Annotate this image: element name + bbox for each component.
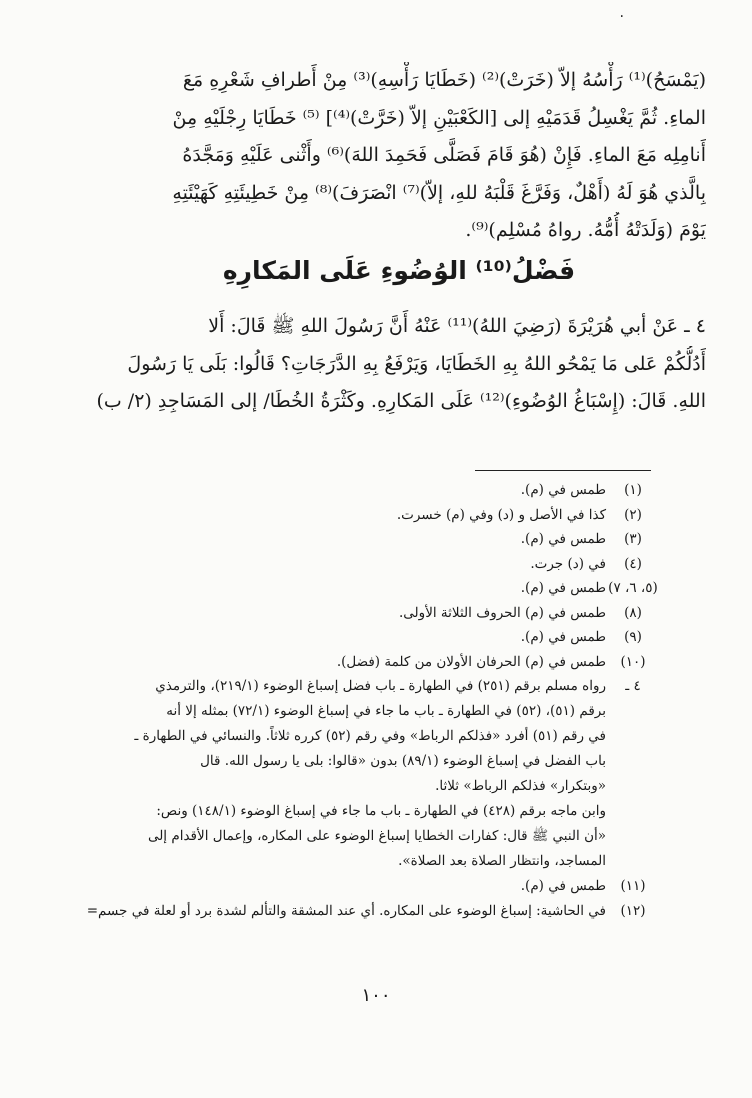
text-line: (يَمْسَحُ)⁽¹⁾ رَأْسُهُ إلاّ (خَرَتْ)⁽²⁾ (خَطَايَا رَأْسِهِ)⁽³⁾ مِنْ أَطرافِ شَعْرِهِ مَعَ bbox=[182, 69, 706, 91]
text-line: الماءِ. ثُمَّ يَغْسِلُ قَدَمَيْهِ إلى [الكَعْبَيْنِ إلاّ (خَرَّتْ)⁽⁴⁾] ⁽⁵⁾ خَطَايَا رِجْلَيْهِ مِنْ bbox=[172, 106, 706, 129]
footnote-text: في (د) جرت. bbox=[530, 555, 606, 572]
page-number: ١٠٠ bbox=[361, 985, 391, 1006]
text-line: ٤ ـ عَنْ أبي هُرَيْرَةَ (رَضِيَ اللهُ)⁽¹¹⁾ عَنْهُ أَنَّ رَسُولَ اللهِ ﷺ قَالَ: أَلا bbox=[208, 315, 706, 337]
hadith-text bbox=[92, 308, 706, 421]
footnote-separator bbox=[475, 470, 651, 471]
footnote-text: في الحاشية: إسباغ الوضوء على المكاره. أي عند المشقة والتألم لشدة برد أو لعلة في جسم= bbox=[86, 902, 606, 919]
footnote-text: طمس في (م). bbox=[520, 580, 606, 596]
text-line: أَنامِلِه مَعَ الماءِ. فَإِنْ (هُوَ قَامَ فَصَلَّى فَحَمِدَ اللهَ)⁽⁶⁾ وأَثْنى عَلَيْهِ وَمَجَّدَهُ bbox=[182, 144, 706, 166]
text-line: يَوْمَ (وَلَدَتْهُ أُمُّهُ. رواهُ مُسْلِم)⁽⁹⁾. bbox=[465, 219, 706, 241]
note-line: في رقم (٥١) أفرد «فذلكم الرباط» وفي رقم (٥٢) كرره ثلاثاً. والنسائي في الطهارة ـ bbox=[134, 728, 606, 744]
footnote-number: (١١) bbox=[620, 878, 646, 894]
footnote-number: (١٠) bbox=[620, 653, 646, 670]
hadith-note bbox=[60, 674, 660, 874]
footnote bbox=[60, 527, 660, 552]
footnote-number: (٤) bbox=[624, 555, 642, 572]
footnote bbox=[60, 552, 660, 577]
note-line: برقم (٥١)، (٥٢) في الطهارة ـ باب ما جاء في إسباغ الوضوء (٧٢/١) بمثله إلا أنه bbox=[166, 703, 606, 719]
footnote-number: (٢) bbox=[624, 506, 642, 523]
footnote bbox=[60, 625, 660, 650]
footnote-text: طمس في (م) الحرفان الأولان من كلمة (فضل). bbox=[336, 653, 606, 670]
note-line: المساجد، وانتظار الصلاة بعد الصلاة». bbox=[398, 853, 606, 869]
footnote-text: طمس في (م). bbox=[520, 482, 606, 498]
footnotes bbox=[60, 478, 660, 923]
footnote-number: (٥، ٦، ٧) bbox=[608, 580, 658, 596]
footnote-text: طمس في (م). bbox=[520, 878, 606, 894]
footnote-number: (٨) bbox=[624, 604, 642, 621]
footnote-number: (١٢) bbox=[620, 902, 646, 919]
main-text bbox=[92, 62, 706, 250]
note-line: باب الفضل في إسباغ الوضوء (٨٩/١) بدون «قالوا: بلى يا رسول الله. قال bbox=[200, 753, 606, 769]
footnote-text: طمس في (م). bbox=[520, 629, 606, 645]
text-line: اللهِ. قَالَ: (إِسْبَاغُ الوُضُوءِ)⁽¹²⁾ عَلَى المَكارِهِ. وكَثْرَةُ الخُطَا/ إلى المَسَاجِدِ (٢/ ب) bbox=[96, 390, 706, 412]
footnote bbox=[60, 899, 660, 924]
footnote-text: طمس في (م) الحروف الثلاثة الأولى. bbox=[399, 604, 606, 621]
footnote bbox=[60, 601, 660, 626]
footnote-number: (١) bbox=[624, 482, 642, 498]
text-line: أَدُلُّكُمْ عَلى مَا يَمْحُو اللهُ بِهِ الخَطَايَا، وَيَرْفَعُ بِهِ الدَّرَجَاتِ؟ قَالُوا: بَلَى يَا رَسُولَ bbox=[127, 352, 706, 375]
footnote-number: (٩) bbox=[624, 629, 642, 645]
footnote-text: كذا في الأصل و (د) وفي (م) خسرت. bbox=[396, 506, 606, 523]
hadith-note-text bbox=[60, 674, 606, 874]
footnote bbox=[60, 478, 660, 503]
top-mark: ٠ bbox=[618, 8, 626, 24]
footnote bbox=[60, 650, 660, 675]
note-line: رواه مسلم برقم (٢٥١) في الطهارة ـ باب فضل إسباغ الوضوء (٢١٩/١)، والترمذي bbox=[155, 678, 606, 694]
footnote bbox=[60, 503, 660, 528]
note-line: «أن النبي ﷺ قال: كفارات الخطايا إسباغ الوضوء على المكاره، وإعمال الأقدام إلى bbox=[147, 828, 606, 844]
footnote-number: ٤ ـ bbox=[625, 678, 641, 694]
section-heading: فَضْلُ⁽¹⁰⁾ الوُضُوءِ عَلَى المَكارِهِ bbox=[222, 256, 576, 285]
text-line: بِالَّذي هُوَ لَهُ (أَهْلٌ، وَفَرَّغَ قَلْبَهُ للهِ، إلاّ)⁽⁷⁾ انْصَرَفَ)⁽⁸⁾ مِنْ خَطِيئَتِهِ كَهَيْئَتِهِ bbox=[172, 181, 706, 204]
footnote bbox=[60, 874, 660, 899]
footnote-text: طمس في (م). bbox=[520, 531, 606, 547]
note-line: وابن ماجه برقم (٤٢٨) في الطهارة ـ باب ما جاء في إسباغ الوضوء (١٤٨/١) ونص: bbox=[156, 803, 606, 819]
note-line: «وبتكرار» فذلكم الرباط» ثلاثا. bbox=[435, 778, 606, 794]
footnote-number: (٣) bbox=[624, 531, 642, 547]
footnote bbox=[60, 576, 660, 601]
